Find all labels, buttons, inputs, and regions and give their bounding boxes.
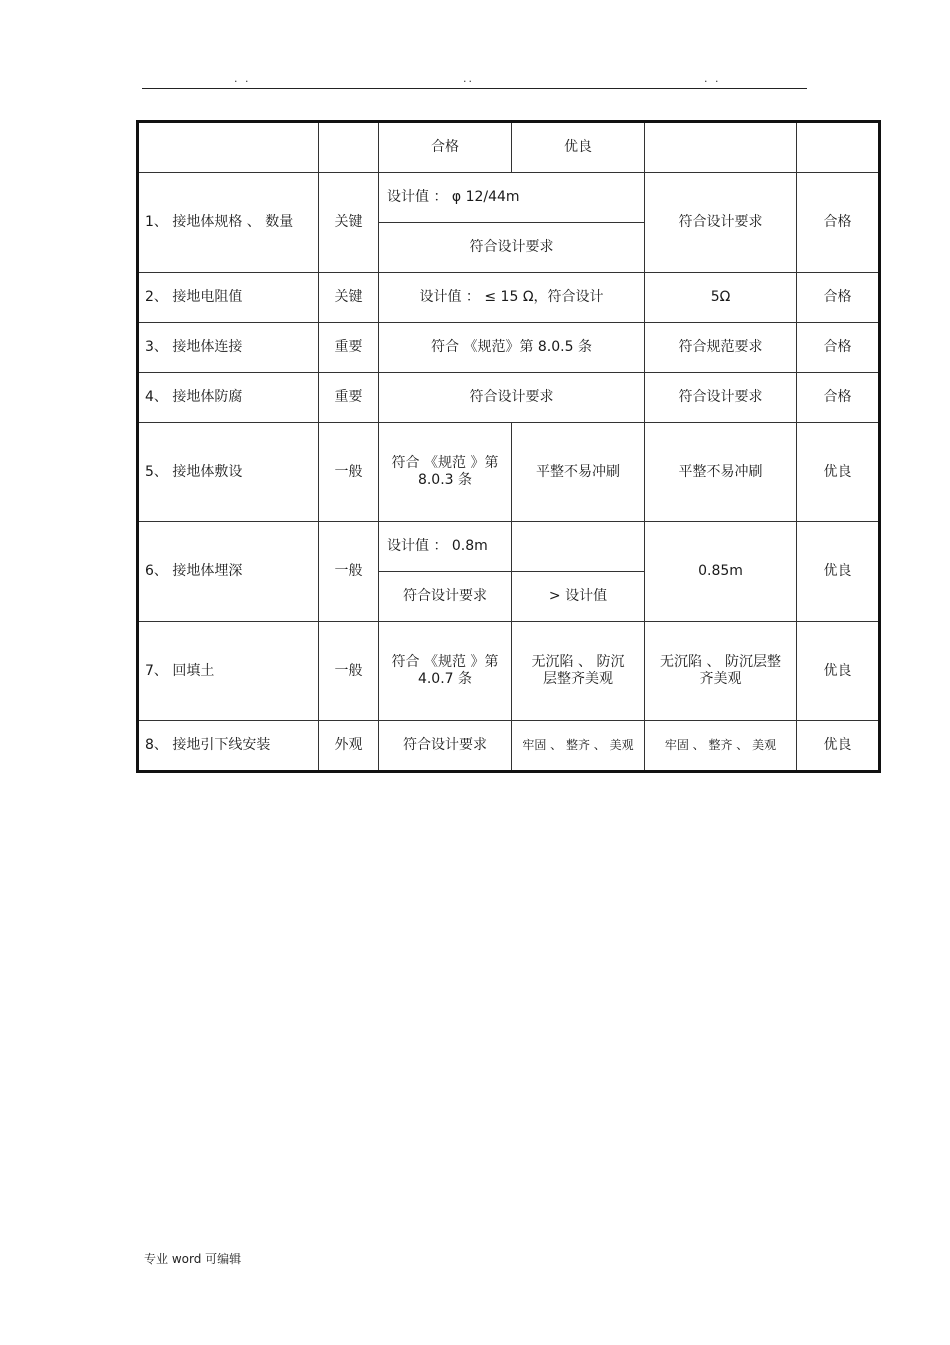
measured-line: 齐美观 <box>699 671 742 687</box>
level-cell: 重要 <box>319 323 379 373</box>
measured-cell: 符合设计要求 <box>645 173 797 273</box>
grade-cell: 优良 <box>797 423 880 522</box>
header-rule <box>142 88 807 89</box>
measured-cell: 牢固 、 整齐 、 美观 <box>645 721 797 772</box>
header-cell-hege: 合格 <box>379 122 512 173</box>
header-cell-empty <box>645 122 797 173</box>
standard-cell: 设计值 ： φ 12/44m <box>379 173 645 223</box>
header-dots-mid: .. <box>463 72 474 85</box>
measured-line: 无沉陷 、 防沉层整 <box>660 654 781 671</box>
header-dots-left: . . <box>234 72 251 85</box>
good-standard-cell: 牢固 、 整齐 、 美观 <box>512 721 645 772</box>
table-row <box>138 522 880 572</box>
header-cell-youliang: 优良 <box>512 122 645 173</box>
standard-cell: 符合设计要求 <box>379 721 512 772</box>
level-cell: 关键 <box>319 173 379 273</box>
standard-cell: 设计值 ： ≤ 15 Ω，符合设计 <box>379 273 645 323</box>
standard-cell: 符合设计要求 <box>379 373 645 423</box>
measured-cell: 5Ω <box>645 273 797 323</box>
table-row <box>138 173 880 223</box>
table-row <box>138 373 880 423</box>
grade-cell: 优良 <box>797 721 880 772</box>
level-cell: 一般 <box>319 622 379 721</box>
standard-line: 符合 《规范 》第 <box>391 455 499 472</box>
good-standard-line: 无沉陷 、 防沉 <box>531 654 625 671</box>
level-cell: 一般 <box>319 522 379 622</box>
item-cell: 7、 回填土 <box>138 622 319 721</box>
measured-cell: 0.85m <box>645 522 797 622</box>
standard-cell <box>379 622 512 721</box>
item-cell: 1、 接地体规格 、 数量 <box>138 173 319 273</box>
standard-line: 符合 《规范 》第 <box>391 654 499 671</box>
header-cell-empty <box>797 122 880 173</box>
measured-cell <box>645 622 797 721</box>
standard-cell: 符合设计要求 <box>379 572 512 622</box>
grade-cell: 合格 <box>797 173 880 273</box>
grade-cell: 优良 <box>797 622 880 721</box>
measured-cell: 符合设计要求 <box>645 373 797 423</box>
standard-cell: 符合 《规范》第 8.0.5 条 <box>379 323 645 373</box>
good-standard-cell <box>512 622 645 721</box>
good-standard-cell: 平整不易冲刷 <box>512 423 645 522</box>
standard-cell: 设计值 ： 0.8m <box>379 522 512 572</box>
standard-cell <box>379 423 512 522</box>
item-cell: 4、 接地体防腐 <box>138 373 319 423</box>
measured-cell: 平整不易冲刷 <box>645 423 797 522</box>
good-standard-cell: > 设计值 <box>512 572 645 622</box>
standard-cell: 符合设计要求 <box>379 223 645 273</box>
header-cell-empty <box>319 122 379 173</box>
item-cell: 6、 接地体埋深 <box>138 522 319 622</box>
grade-cell: 合格 <box>797 373 880 423</box>
header-cell-empty <box>138 122 319 173</box>
level-cell: 一般 <box>319 423 379 522</box>
table-header-row <box>138 122 880 173</box>
table-row <box>138 323 880 373</box>
level-cell: 重要 <box>319 373 379 423</box>
good-standard-line: 层整齐美观 <box>543 671 613 687</box>
grade-cell: 合格 <box>797 273 880 323</box>
item-cell: 5、 接地体敷设 <box>138 423 319 522</box>
grade-cell: 优良 <box>797 522 880 622</box>
table-row <box>138 423 880 522</box>
table-row <box>138 273 880 323</box>
standard-line: 8.0.3 条 <box>417 472 473 488</box>
table-row <box>138 622 880 721</box>
level-cell: 外观 <box>319 721 379 772</box>
item-cell: 2、 接地电阻值 <box>138 273 319 323</box>
footer-note: 专业 word 可编辑 <box>144 1252 242 1266</box>
table-row <box>138 721 880 772</box>
inspection-table <box>136 120 881 773</box>
level-cell: 关键 <box>319 273 379 323</box>
item-cell: 3、 接地体连接 <box>138 323 319 373</box>
item-cell: 8、 接地引下线安装 <box>138 721 319 772</box>
standard-line: 4.0.7 条 <box>417 671 473 687</box>
good-standard-cell <box>512 522 645 572</box>
measured-cell: 符合规范要求 <box>645 323 797 373</box>
grade-cell: 合格 <box>797 323 880 373</box>
header-dots-right: . . <box>704 72 721 85</box>
